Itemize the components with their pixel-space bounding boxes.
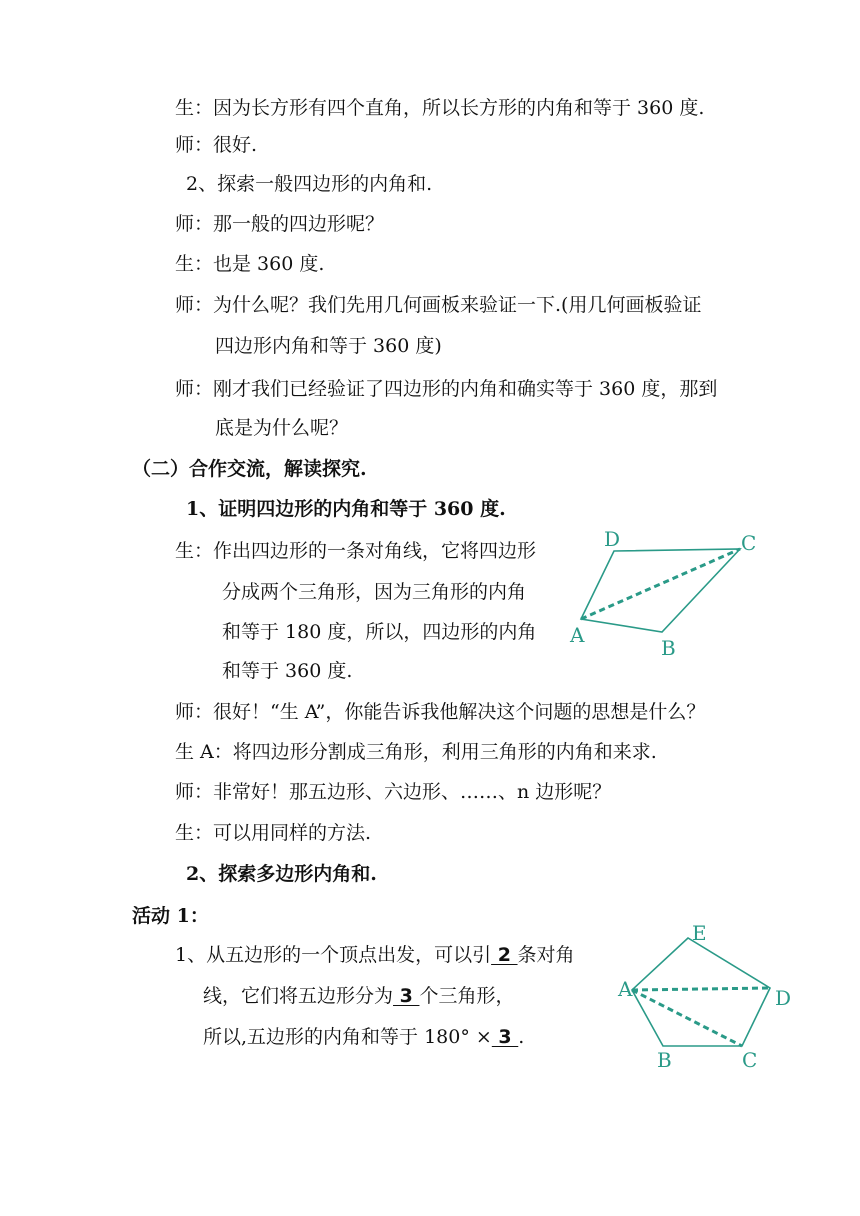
answer-blank-2: 3 xyxy=(393,985,420,1007)
line-7: 四边形内角和等于 360 度) xyxy=(215,335,442,357)
quadrilateral-figure xyxy=(565,525,765,665)
activity-heading: 活动 1： xyxy=(132,905,209,927)
activity-text: 所以,五边形的内角和等于 180° × xyxy=(203,1026,492,1048)
pentagon-diagonal-ad xyxy=(632,988,770,990)
activity-line-2 xyxy=(203,984,514,1008)
vertex-label-e: E xyxy=(692,921,707,945)
activity-text: 线，它们将五边形分为 xyxy=(203,985,394,1007)
vertex-label-d: D xyxy=(775,986,792,1010)
line-8: 师：刚才我们已经验证了四边形的内角和确实等于 360 度，那到 xyxy=(175,378,718,400)
vertex-label-c: C xyxy=(741,531,757,555)
answer-blank-1: 2 xyxy=(491,944,518,966)
line-18: 师：非常好！那五边形、六边形、……、n 边形呢？ xyxy=(175,781,612,803)
line-6: 师：为什么呢？我们先用几何画板来验证一下.(用几何画板验证 xyxy=(175,294,702,316)
section-heading-er: （二）合作交流，解读探究. xyxy=(132,458,367,480)
vertex-label-b: B xyxy=(657,1048,672,1072)
line-16: 师：很好！“生 A”，你能告诉我他解决这个问题的思想是什么？ xyxy=(175,701,706,723)
answer-blank-3: 3 xyxy=(491,1026,519,1048)
vertex-label-a: A xyxy=(618,977,633,1001)
vertex-label-c: C xyxy=(742,1048,758,1072)
pentagon-diagonal-ac xyxy=(632,990,742,1046)
pentagon-figure xyxy=(610,915,810,1075)
subsection-heading-1: 1、证明四边形的内角和等于 360 度. xyxy=(186,498,506,520)
vertex-label-a: A xyxy=(570,623,585,647)
line-1: 生：因为长方形有四个直角，所以长方形的内角和等于 360 度. xyxy=(175,97,705,119)
line-9: 底是为什么呢？ xyxy=(215,417,349,439)
activity-text: 条对角 xyxy=(517,944,575,966)
section-heading-2: 2、探索一般四边形的内角和. xyxy=(186,173,433,195)
activity-text: 1、从五边形的一个顶点出发，可以引 xyxy=(175,944,492,966)
line-2: 师：很好. xyxy=(175,134,258,156)
line-17: 生 A：将四边形分割成三角形，利用三角形的内角和来求. xyxy=(175,741,657,763)
quadrilateral-shape xyxy=(581,549,740,632)
activity-text: . xyxy=(518,1026,525,1048)
activity-text: 个三角形， xyxy=(419,985,515,1007)
line-12: 生：作出四边形的一条对角线，它将四边形 xyxy=(175,540,537,562)
line-15: 和等于 360 度. xyxy=(222,660,353,682)
subsection-heading-2: 2、探索多边形内角和. xyxy=(186,863,377,885)
pentagon-shape xyxy=(632,938,770,1046)
activity-line-3 xyxy=(203,1025,524,1049)
vertex-label-d: D xyxy=(604,527,621,551)
line-19: 生：可以用同样的方法. xyxy=(175,822,372,844)
line-4: 师：那一般的四边形呢？ xyxy=(175,213,385,235)
activity-line-1 xyxy=(175,943,575,967)
vertex-label-b: B xyxy=(661,636,676,660)
line-5: 生：也是 360 度. xyxy=(175,253,325,275)
line-13: 分成两个三角形，因为三角形的内角 xyxy=(222,581,527,603)
quadrilateral-diagonal xyxy=(581,549,740,619)
line-14: 和等于 180 度，所以，四边形的内角 xyxy=(222,621,537,643)
